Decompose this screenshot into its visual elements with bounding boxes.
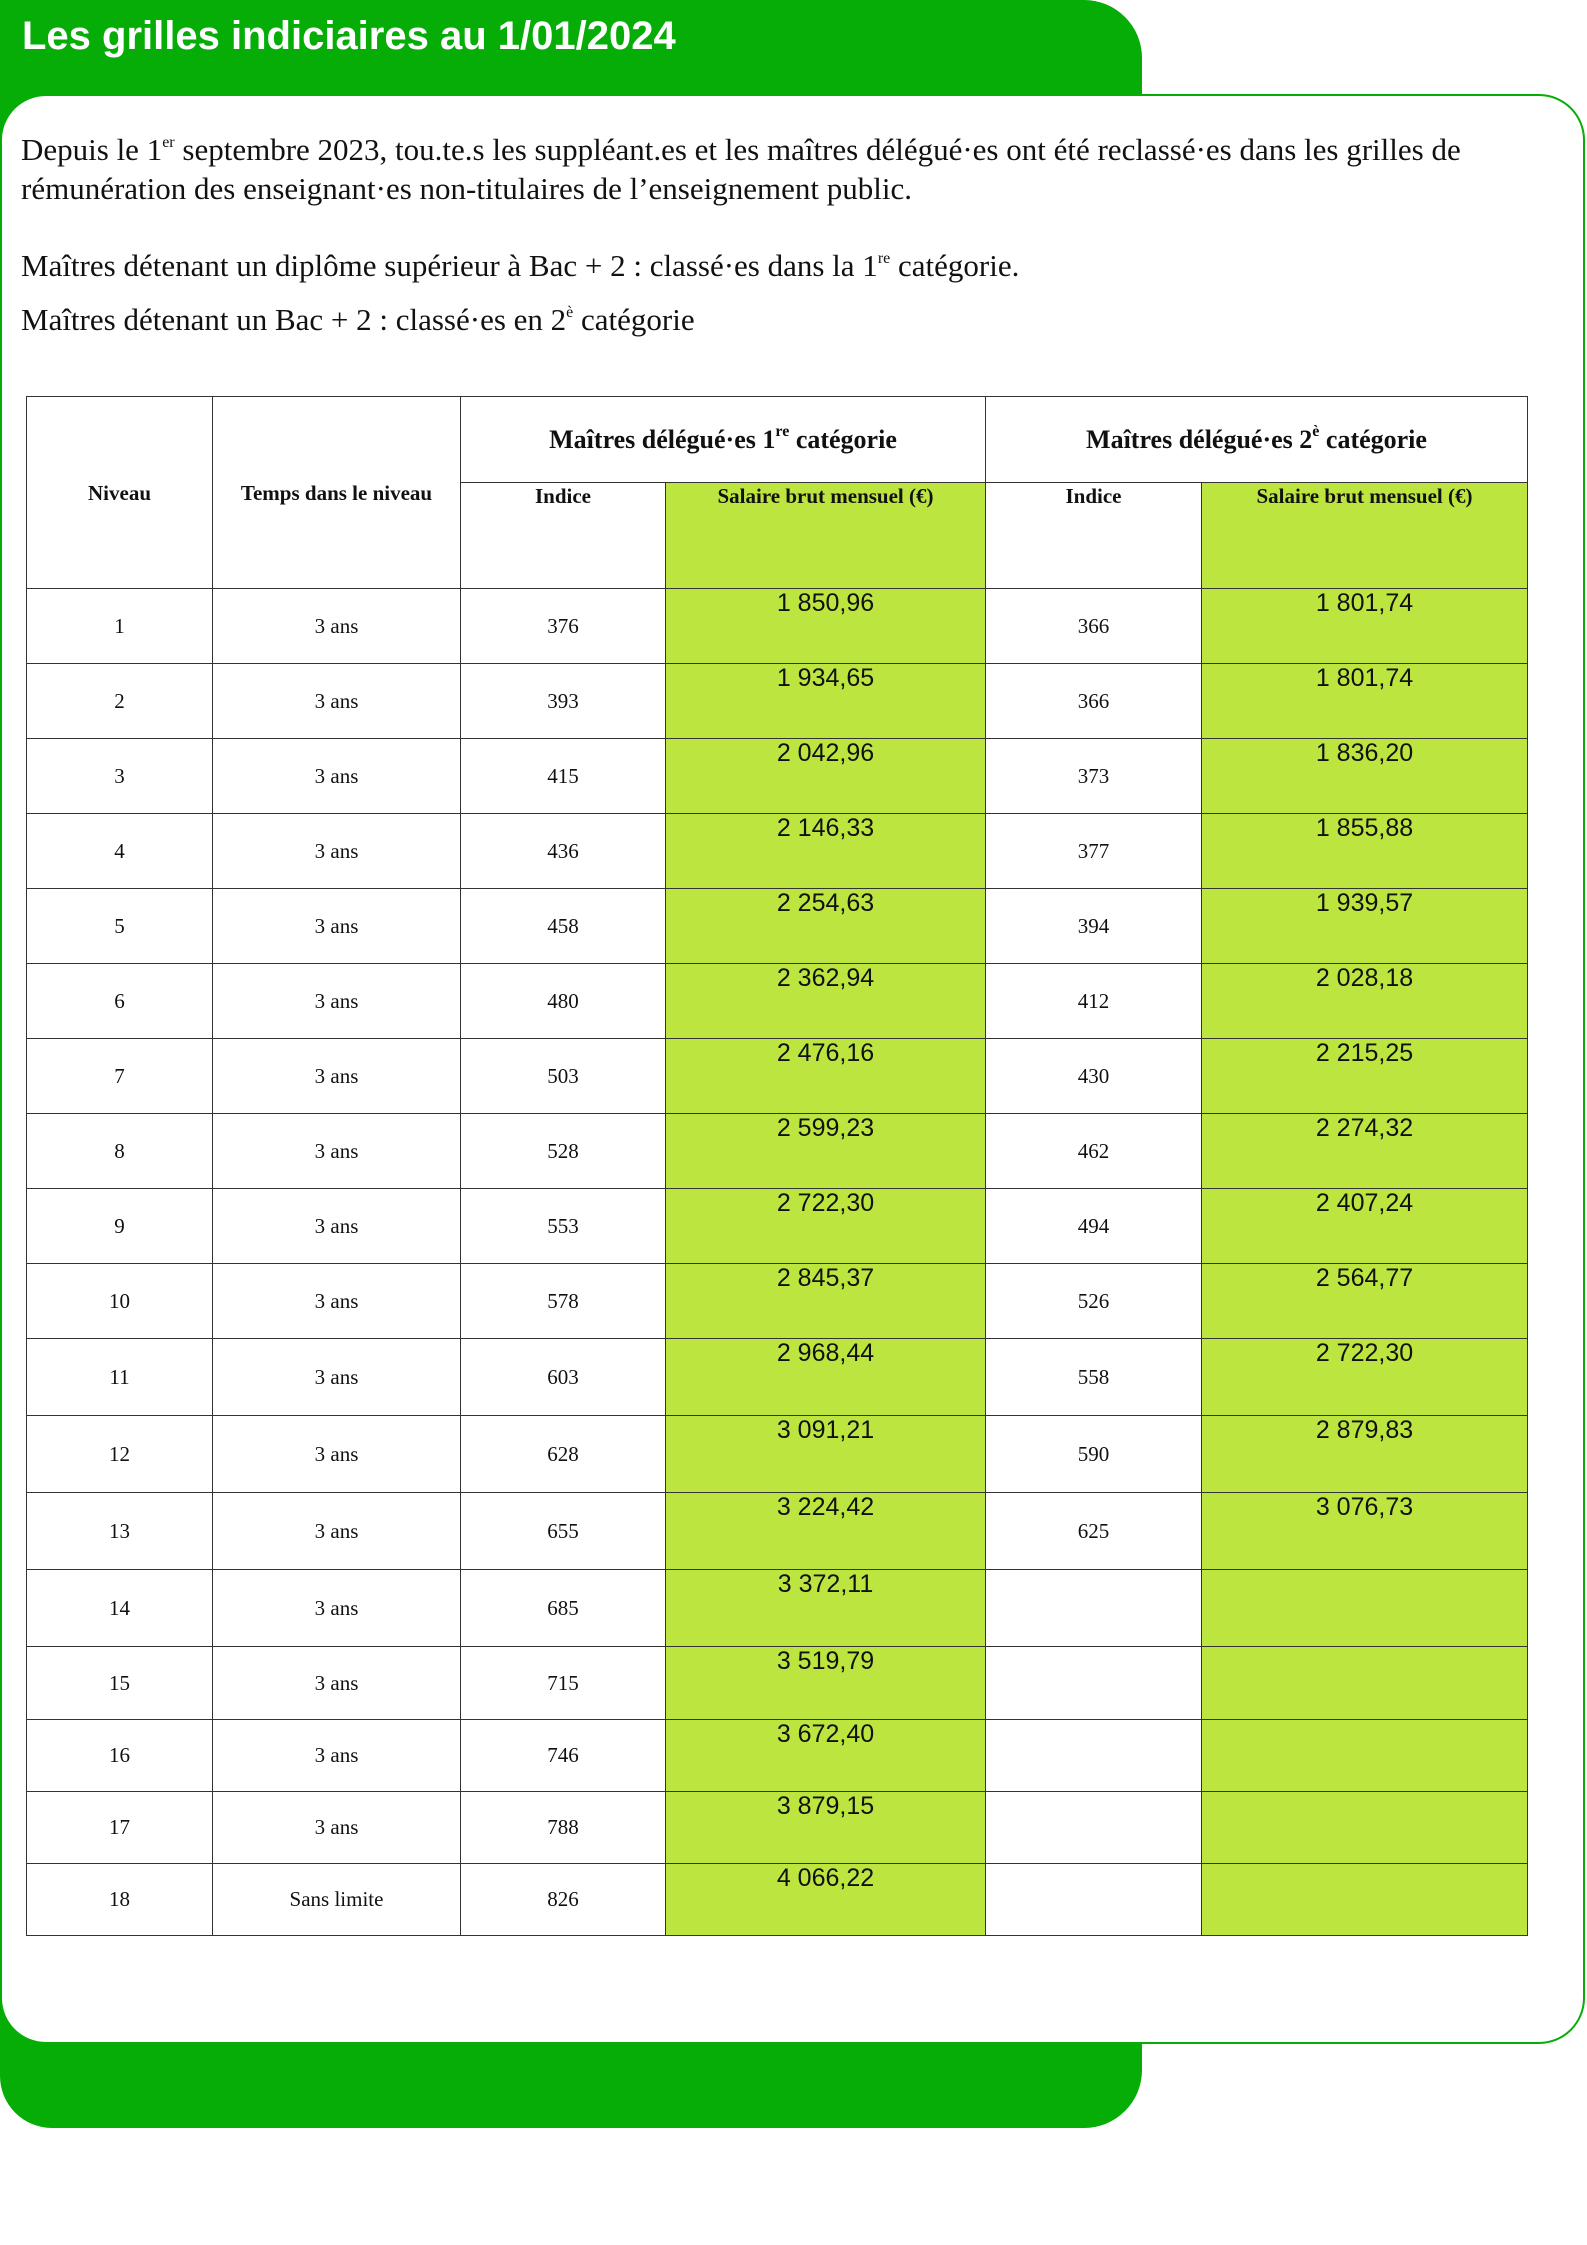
header-indice-cat1: Indice bbox=[461, 483, 666, 589]
cell-indice-cat2: 590 bbox=[986, 1416, 1202, 1493]
cell-indice-cat2 bbox=[986, 1864, 1202, 1936]
cell-niveau: 11 bbox=[27, 1339, 213, 1416]
cell-salaire-cat2 bbox=[1202, 1647, 1528, 1720]
cell-indice-cat2 bbox=[986, 1792, 1202, 1864]
cell-salaire-cat1: 2 476,16 bbox=[666, 1039, 986, 1114]
cell-salaire-cat2 bbox=[1202, 1864, 1528, 1936]
cell-salaire-cat1: 3 672,40 bbox=[666, 1720, 986, 1792]
cell-salaire-cat2: 2 028,18 bbox=[1202, 964, 1528, 1039]
cell-salaire-cat1: 1 850,96 bbox=[666, 589, 986, 664]
header-salaire-cat1: Salaire brut mensuel (€) bbox=[666, 483, 986, 589]
cell-niveau: 13 bbox=[27, 1493, 213, 1570]
header-niveau: Niveau bbox=[27, 397, 213, 589]
cell-salaire-cat2 bbox=[1202, 1570, 1528, 1647]
cell-indice-cat2: 494 bbox=[986, 1189, 1202, 1264]
cell-indice-cat2: 625 bbox=[986, 1493, 1202, 1570]
cell-indice-cat1: 503 bbox=[461, 1039, 666, 1114]
cell-indice-cat2 bbox=[986, 1720, 1202, 1792]
cell-indice-cat1: 458 bbox=[461, 889, 666, 964]
cell-niveau: 9 bbox=[27, 1189, 213, 1264]
cell-indice-cat1: 826 bbox=[461, 1864, 666, 1936]
cell-niveau: 5 bbox=[27, 889, 213, 964]
cell-salaire-cat2 bbox=[1202, 1792, 1528, 1864]
cell-salaire-cat1: 3 519,79 bbox=[666, 1647, 986, 1720]
page-title: Les grilles indiciaires au 1/01/2024 bbox=[22, 14, 676, 58]
table-row bbox=[27, 1416, 1528, 1493]
cell-salaire-cat2: 1 939,57 bbox=[1202, 889, 1528, 964]
table-row bbox=[27, 1647, 1528, 1720]
cell-indice-cat2: 394 bbox=[986, 889, 1202, 964]
table-row bbox=[27, 664, 1528, 739]
cell-indice-cat2: 462 bbox=[986, 1114, 1202, 1189]
cell-indice-cat2 bbox=[986, 1570, 1202, 1647]
cell-niveau: 1 bbox=[27, 589, 213, 664]
category-2-note: Maîtres détenant un Bac + 2 : classé·es en $2^è$ catégorie bbox=[21, 302, 695, 337]
cell-temps: 3 ans bbox=[213, 1570, 461, 1647]
cell-temps: 3 ans bbox=[213, 814, 461, 889]
grid-body bbox=[27, 589, 1528, 1936]
cell-salaire-cat2: 1 836,20 bbox=[1202, 739, 1528, 814]
table-row bbox=[27, 1493, 1528, 1570]
cell-indice-cat1: 415 bbox=[461, 739, 666, 814]
cell-indice-cat2: 558 bbox=[986, 1339, 1202, 1416]
cell-temps: 3 ans bbox=[213, 664, 461, 739]
cell-temps: 3 ans bbox=[213, 1189, 461, 1264]
cell-niveau: 10 bbox=[27, 1264, 213, 1339]
cell-indice-cat2: 430 bbox=[986, 1039, 1202, 1114]
cell-niveau: 2 bbox=[27, 664, 213, 739]
cell-niveau: 8 bbox=[27, 1114, 213, 1189]
cell-niveau: 15 bbox=[27, 1647, 213, 1720]
cell-salaire-cat1: 1 934,65 bbox=[666, 664, 986, 739]
cell-indice-cat1: 393 bbox=[461, 664, 666, 739]
cell-salaire-cat1: 2 146,33 bbox=[666, 814, 986, 889]
table-row bbox=[27, 1570, 1528, 1647]
cell-indice-cat1: 578 bbox=[461, 1264, 666, 1339]
salary-grid-table bbox=[26, 396, 1528, 1936]
header-temps: Temps dans le niveau bbox=[213, 397, 461, 589]
cell-salaire-cat1: 4 066,22 bbox=[666, 1864, 986, 1936]
cell-indice-cat1: 715 bbox=[461, 1647, 666, 1720]
cell-temps: 3 ans bbox=[213, 1647, 461, 1720]
cell-indice-cat2: 377 bbox=[986, 814, 1202, 889]
header-category-2: Maîtres délégué·es $2^è$ catégorie bbox=[986, 397, 1528, 483]
cell-temps: 3 ans bbox=[213, 589, 461, 664]
cell-temps: Sans limite bbox=[213, 1864, 461, 1936]
cell-salaire-cat1: 3 224,42 bbox=[666, 1493, 986, 1570]
table-row bbox=[27, 1114, 1528, 1189]
cell-temps: 3 ans bbox=[213, 739, 461, 814]
cell-temps: 3 ans bbox=[213, 964, 461, 1039]
intro-paragraph: Depuis le 1er septembre 2023, tou.te.s les suppléant.es et les maîtres délégué·es ont été reclassé·es dans les grilles de rémunération des enseignant·es non-titulaires de l’enseignement public. bbox=[21, 132, 1461, 206]
table-row bbox=[27, 739, 1528, 814]
cell-salaire-cat2: 1 801,74 bbox=[1202, 664, 1528, 739]
cell-niveau: 7 bbox=[27, 1039, 213, 1114]
cell-indice-cat1: 528 bbox=[461, 1114, 666, 1189]
cell-niveau: 14 bbox=[27, 1570, 213, 1647]
table-row bbox=[27, 1792, 1528, 1864]
cell-salaire-cat2 bbox=[1202, 1720, 1528, 1792]
cell-indice-cat1: 376 bbox=[461, 589, 666, 664]
cell-temps: 3 ans bbox=[213, 889, 461, 964]
cell-temps: 3 ans bbox=[213, 1114, 461, 1189]
cell-salaire-cat1: 3 879,15 bbox=[666, 1792, 986, 1864]
cell-salaire-cat2: 1 801,74 bbox=[1202, 589, 1528, 664]
cell-indice-cat1: 746 bbox=[461, 1720, 666, 1792]
cell-temps: 3 ans bbox=[213, 1416, 461, 1493]
cell-salaire-cat2: 2 274,32 bbox=[1202, 1114, 1528, 1189]
cell-indice-cat1: 685 bbox=[461, 1570, 666, 1647]
cell-salaire-cat1: 3 372,11 bbox=[666, 1570, 986, 1647]
cell-salaire-cat2: 2 879,83 bbox=[1202, 1416, 1528, 1493]
category-1-note: Maîtres détenant un diplôme supérieur à Bac + 2 : classé·es dans la 1re catégorie. bbox=[21, 248, 1020, 283]
table-row bbox=[27, 1039, 1528, 1114]
cell-indice-cat1: 788 bbox=[461, 1792, 666, 1864]
header-category-1: Maîtres délégué·es 1re catégorie bbox=[461, 397, 986, 483]
table-row bbox=[27, 1720, 1528, 1792]
cell-niveau: 18 bbox=[27, 1864, 213, 1936]
cell-temps: 3 ans bbox=[213, 1720, 461, 1792]
cell-indice-cat1: 480 bbox=[461, 964, 666, 1039]
cell-salaire-cat1: 2 254,63 bbox=[666, 889, 986, 964]
table-row bbox=[27, 889, 1528, 964]
cell-salaire-cat2: 2 215,25 bbox=[1202, 1039, 1528, 1114]
header-indice-cat2: Indice bbox=[986, 483, 1202, 589]
cell-salaire-cat1: 2 722,30 bbox=[666, 1189, 986, 1264]
cell-salaire-cat1: 2 362,94 bbox=[666, 964, 986, 1039]
cell-temps: 3 ans bbox=[213, 1493, 461, 1570]
cell-salaire-cat1: 2 599,23 bbox=[666, 1114, 986, 1189]
cell-niveau: 17 bbox=[27, 1792, 213, 1864]
cell-temps: 3 ans bbox=[213, 1039, 461, 1114]
table-row bbox=[27, 589, 1528, 664]
header-salaire-cat2: Salaire brut mensuel (€) bbox=[1202, 483, 1528, 589]
table-row bbox=[27, 1189, 1528, 1264]
cell-indice-cat1: 628 bbox=[461, 1416, 666, 1493]
cell-salaire-cat2: 3 076,73 bbox=[1202, 1493, 1528, 1570]
cell-indice-cat2 bbox=[986, 1647, 1202, 1720]
cell-salaire-cat1: 2 042,96 bbox=[666, 739, 986, 814]
cell-indice-cat2: 373 bbox=[986, 739, 1202, 814]
cell-indice-cat2: 366 bbox=[986, 589, 1202, 664]
table-row bbox=[27, 1264, 1528, 1339]
cell-indice-cat1: 603 bbox=[461, 1339, 666, 1416]
cell-niveau: 4 bbox=[27, 814, 213, 889]
cell-temps: 3 ans bbox=[213, 1792, 461, 1864]
cell-niveau: 6 bbox=[27, 964, 213, 1039]
cell-temps: 3 ans bbox=[213, 1264, 461, 1339]
table-row bbox=[27, 814, 1528, 889]
cell-niveau: 12 bbox=[27, 1416, 213, 1493]
cell-salaire-cat2: 2 564,77 bbox=[1202, 1264, 1528, 1339]
cell-indice-cat2: 526 bbox=[986, 1264, 1202, 1339]
cell-niveau: 16 bbox=[27, 1720, 213, 1792]
cell-salaire-cat2: 1 855,88 bbox=[1202, 814, 1528, 889]
cell-salaire-cat1: 2 845,37 bbox=[666, 1264, 986, 1339]
table-row bbox=[27, 1864, 1528, 1936]
table-row bbox=[27, 964, 1528, 1039]
cell-indice-cat1: 436 bbox=[461, 814, 666, 889]
table-row bbox=[27, 1339, 1528, 1416]
cell-niveau: 3 bbox=[27, 739, 213, 814]
cell-indice-cat2: 366 bbox=[986, 664, 1202, 739]
cell-indice-cat1: 655 bbox=[461, 1493, 666, 1570]
cell-salaire-cat1: 3 091,21 bbox=[666, 1416, 986, 1493]
cell-salaire-cat1: 2 968,44 bbox=[666, 1339, 986, 1416]
cell-indice-cat1: 553 bbox=[461, 1189, 666, 1264]
cell-salaire-cat2: 2 407,24 bbox=[1202, 1189, 1528, 1264]
cell-indice-cat2: 412 bbox=[986, 964, 1202, 1039]
cell-salaire-cat2: 2 722,30 bbox=[1202, 1339, 1528, 1416]
cell-temps: 3 ans bbox=[213, 1339, 461, 1416]
